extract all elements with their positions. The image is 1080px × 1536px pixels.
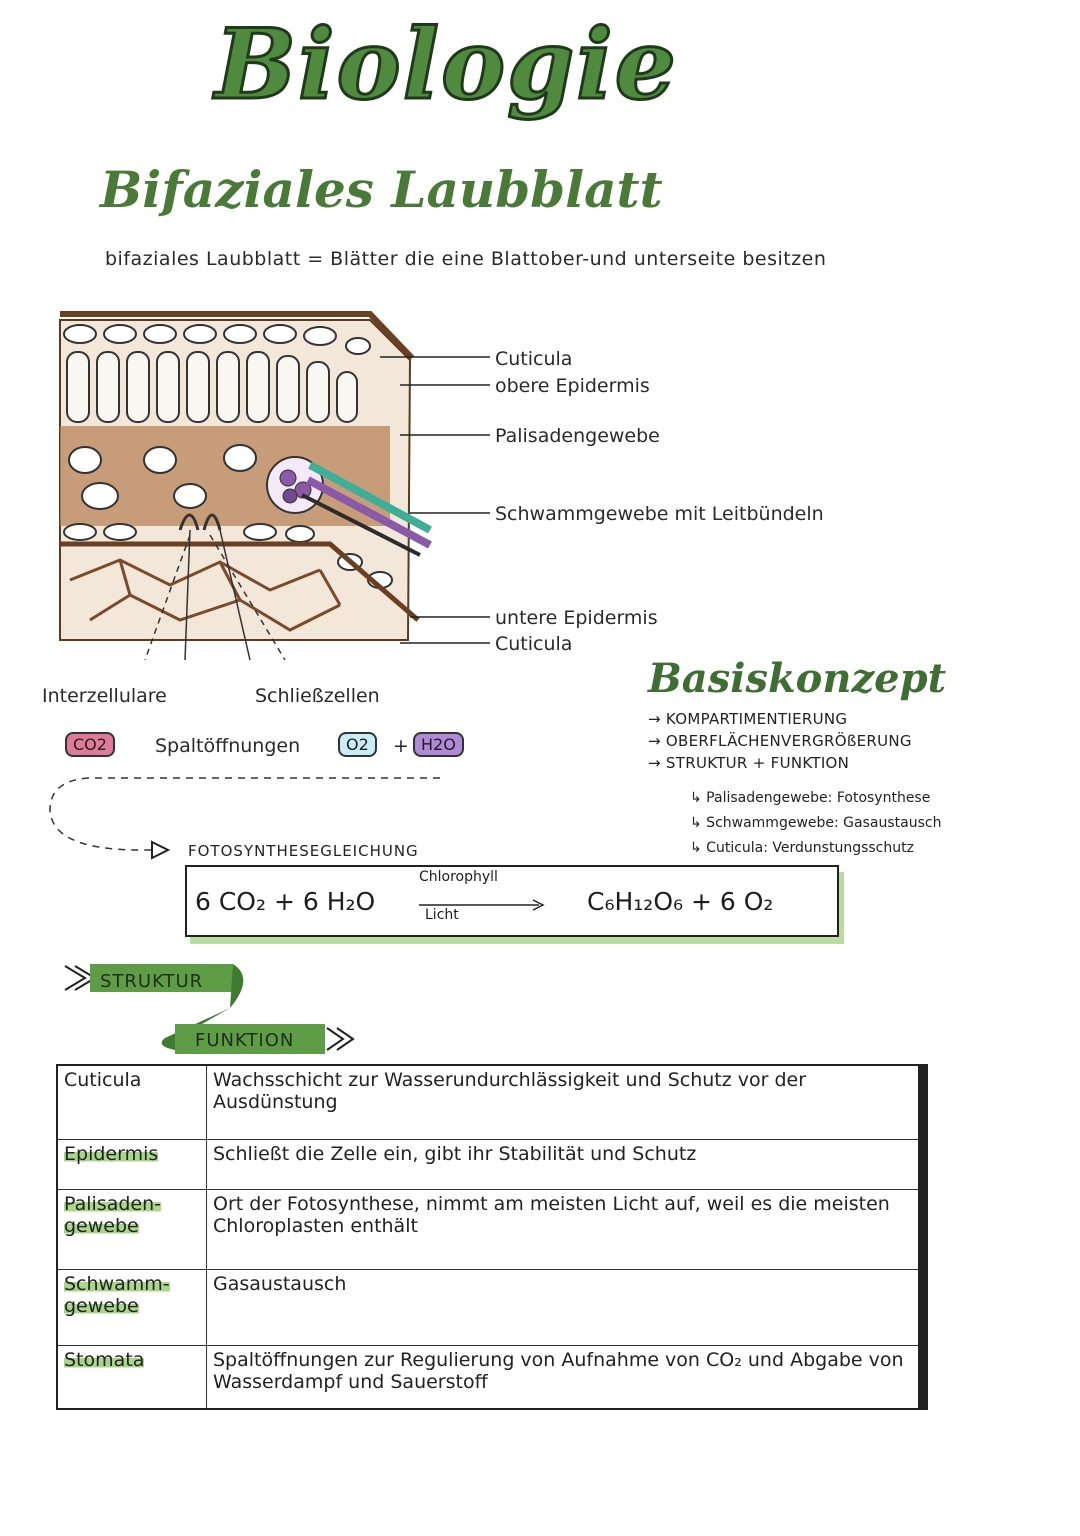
banner-struktur: STRUKTUR [100,971,204,992]
table-desc: Gasaustausch [207,1269,924,1345]
table-row [57,1189,923,1269]
definition-text: bifaziales Laubblatt = Blätter die eine Blattober-und unterseite besitzen [105,248,827,270]
table-term [57,1065,207,1139]
equation-left: 6 CO₂ + 6 H₂O [195,887,376,916]
label-schwamm: Schwammgewebe mit Leitbündeln [495,503,824,525]
equation-right: C₆H₁₂O₆ + 6 O₂ [587,887,774,916]
page-title: Biologie [215,8,678,121]
table-row [57,1139,923,1189]
h2o-label: H2O [413,732,464,757]
table-desc: Wachsschicht zur Wasserundurchlässigkeit und Schutz vor der Ausdünstung [207,1065,924,1139]
basiskonzept-item: → OBERFLÄCHENVERGRÖßERUNG [648,732,912,750]
banner-funktion: FUNKTION [195,1030,295,1051]
table-desc: Ort der Fotosynthese, nimmt am meisten Licht auf, weil es die meisten Chloroplasten enthält [207,1189,924,1269]
term-text: Cuticula [64,1069,142,1091]
basiskonzept-subitem: ↳ Schwammgewebe: Gasaustausch [690,815,942,831]
basiskonzept-subitem: ↳ Palisadengewebe: Fotosynthese [690,790,931,806]
o2-badge [338,732,377,757]
page-subtitle: Bifaziales Laubblatt [100,160,663,219]
table-row [57,1345,923,1409]
table-row [57,1065,923,1139]
term-text: Epidermis [64,1142,159,1165]
equation-heading: FOTOSYNTHESEGLEICHUNG [188,842,419,860]
label-interzellulare: Interzellulare [42,685,167,707]
basiskonzept-list [648,708,912,774]
table-term [57,1269,207,1345]
equation-condition: Licht [425,907,459,923]
term-text: Schwamm-gewebe [64,1272,170,1317]
table-term [57,1345,207,1409]
term-text: Palisaden-gewebe [64,1192,161,1237]
table-desc: Schließt die Zelle ein, gibt ihr Stabilität und Schutz [207,1139,924,1189]
co2-label: CO2 [65,732,115,757]
label-cuticula-top: Cuticula [495,348,573,370]
equation-catalyst: Chlorophyll [419,869,498,885]
label-spaltoeffnungen: Spaltöffnungen [155,735,301,757]
co2-badge [65,732,115,757]
basiskonzept-title: Basiskonzept [648,655,947,702]
table-term [57,1189,207,1269]
equation-box [185,865,839,937]
plus-sign: + [393,735,409,757]
diagram-leader-lines [370,345,500,655]
label-cuticula-bottom: Cuticula [495,633,573,655]
table-term [57,1139,207,1189]
basiskonzept-item: → STRUKTUR + FUNKTION [648,754,850,772]
basiskonzept-sublist [690,786,941,861]
basiskonzept-subitem: ↳ Cuticula: Verdunstungsschutz [690,840,914,856]
table-desc: Spaltöffnungen zur Regulierung von Aufnahme von CO₂ und Abgabe von Wasserdampf und Sauerstoff [207,1345,924,1409]
label-epidermis-top: obere Epidermis [495,375,650,397]
h2o-badge [413,732,464,757]
label-schliesszellen: Schließzellen [255,685,380,707]
structure-function-table [56,1064,928,1410]
basiskonzept-item: → KOMPARTIMENTIERUNG [648,710,848,728]
o2-label: O2 [338,732,377,757]
table-row [57,1269,923,1345]
term-text: Stomata [64,1348,145,1371]
label-palisaden: Palisadengewebe [495,425,660,447]
label-epidermis-bottom: untere Epidermis [495,607,658,629]
